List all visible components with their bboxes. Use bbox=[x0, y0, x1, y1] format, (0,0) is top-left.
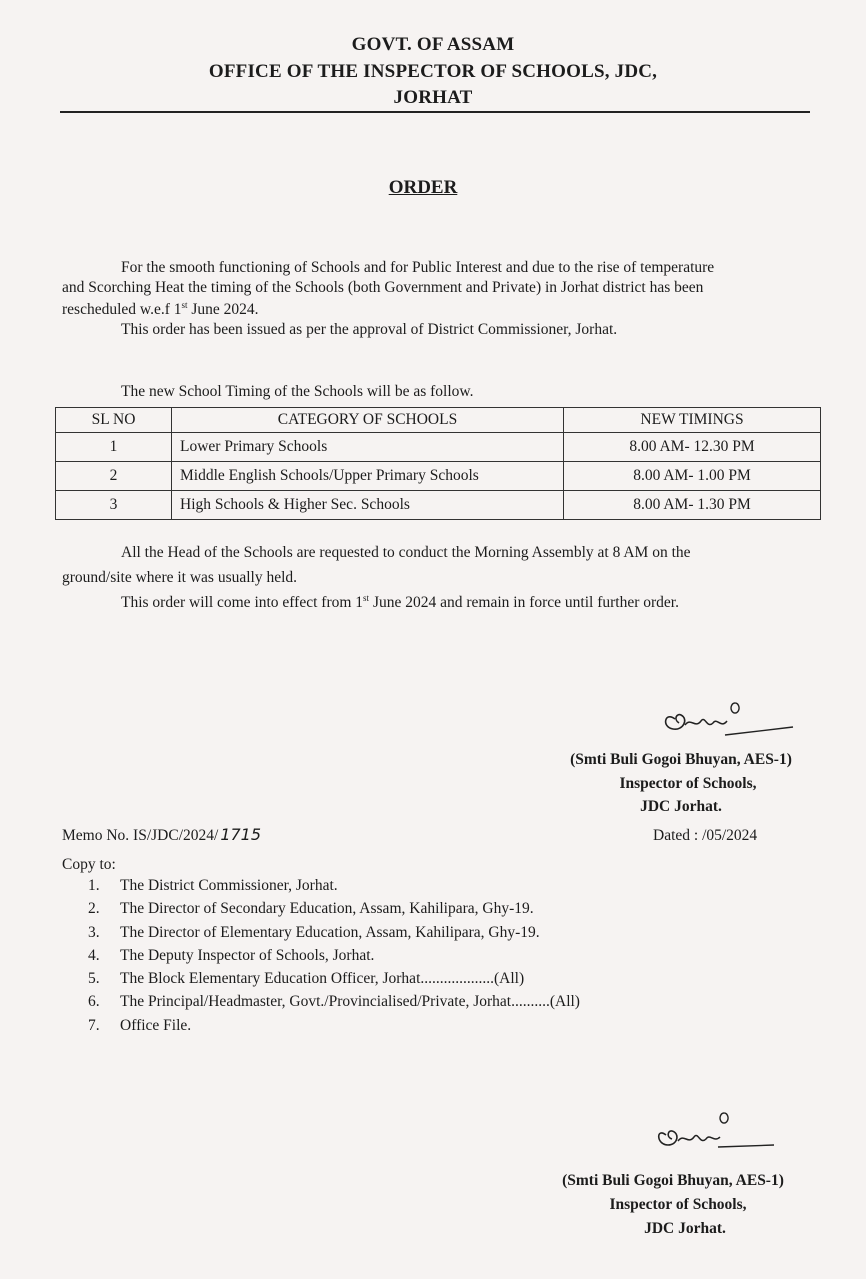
table-row bbox=[56, 433, 821, 462]
list-item: 4. The Deputy Inspector of Schools, Jorhat. bbox=[88, 946, 375, 964]
row-timing: 8.00 AM- 1.00 PM bbox=[564, 462, 821, 491]
list-item: 2. The Director of Secondary Education, Assam, Kahilipara, Ghy-19. bbox=[88, 900, 534, 918]
table-header-row bbox=[56, 408, 821, 433]
intro-line-3: rescheduled w.e.f 1st June 2024. bbox=[62, 300, 259, 319]
signature-2-name: (Smti Buli Gogoi Bhuyan, AES-1) bbox=[562, 1172, 784, 1189]
row-sl: 1 bbox=[56, 433, 172, 462]
row-timing: 8.00 AM- 12.30 PM bbox=[564, 433, 821, 462]
row-sl: 2 bbox=[56, 462, 172, 491]
para2-line-1: All the Head of the Schools are requested to conduct the Morning Assembly at 8 AM on the bbox=[121, 544, 691, 561]
copy-to-label: Copy to: bbox=[62, 856, 116, 873]
row-category: Lower Primary Schools bbox=[172, 433, 564, 462]
list-item: 5. The Block Elementary Education Officer, Jorhat...................(All) bbox=[88, 970, 525, 988]
row-sl: 3 bbox=[56, 491, 172, 520]
header-rule bbox=[60, 111, 810, 113]
list-item: 7. Office File. bbox=[88, 1016, 192, 1034]
timing-table bbox=[55, 407, 821, 520]
para2-line-2: ground/site where it was usually held. bbox=[62, 569, 298, 586]
memo-handwritten-number: 1715 bbox=[220, 825, 262, 844]
header-govt: GOVT. OF ASSAM bbox=[351, 34, 515, 55]
copy-to-list bbox=[88, 877, 580, 1040]
signature-1-handwriting bbox=[655, 695, 805, 745]
list-item: 6. The Principal/Headmaster, Govt./Provincialised/Private, Jorhat..........(All) bbox=[88, 993, 580, 1011]
row-timing: 8.00 AM- 1.30 PM bbox=[564, 491, 821, 520]
signature-2-handwriting bbox=[650, 1105, 790, 1155]
list-item: 1. The District Commissioner, Jorhat. bbox=[88, 877, 338, 894]
list-item: 3. The Director of Elementary Education, Assam, Kahilipara, Ghy-19. bbox=[88, 923, 540, 941]
intro-line-2: and Scorching Heat the timing of the Schools (both Government and Private) in Jorhat district has been bbox=[62, 279, 704, 296]
para2-line-3: This order will come into effect from 1st June 2024 and remain in force until further order. bbox=[121, 593, 679, 612]
signature-1-title: Inspector of Schools, bbox=[619, 775, 757, 792]
signature-1-name: (Smti Buli Gogoi Bhuyan, AES-1) bbox=[570, 751, 792, 768]
header-city: JORHAT bbox=[393, 87, 473, 108]
intro-line-1: For the smooth functioning of Schools and for Public Interest and due to the rise of temperature bbox=[121, 259, 715, 276]
order-title: ORDER bbox=[388, 177, 458, 198]
header-category: CATEGORY OF SCHOOLS bbox=[172, 408, 564, 433]
header-timings: NEW TIMINGS bbox=[564, 408, 821, 433]
table-intro: The new School Timing of the Schools will be as follow. bbox=[121, 383, 474, 400]
signature-1-office: JDC Jorhat. bbox=[640, 798, 722, 815]
table-row bbox=[56, 491, 821, 520]
memo-date: Dated : /05/2024 bbox=[653, 827, 758, 844]
table-row bbox=[56, 462, 821, 491]
intro-line-4: This order has been issued as per the approval of District Commissioner, Jorhat. bbox=[121, 321, 618, 338]
header-sl-no: SL NO bbox=[56, 408, 172, 433]
signature-2-office: JDC Jorhat. bbox=[644, 1220, 726, 1237]
signature-2-title: Inspector of Schools, bbox=[609, 1196, 747, 1213]
header-office: OFFICE OF THE INSPECTOR OF SCHOOLS, JDC, bbox=[208, 61, 658, 82]
row-category: High Schools & Higher Sec. Schools bbox=[172, 491, 564, 520]
memo-number: Memo No. IS/JDC/2024/ 1715 bbox=[62, 825, 262, 844]
row-category: Middle English Schools/Upper Primary Schools bbox=[172, 462, 564, 491]
